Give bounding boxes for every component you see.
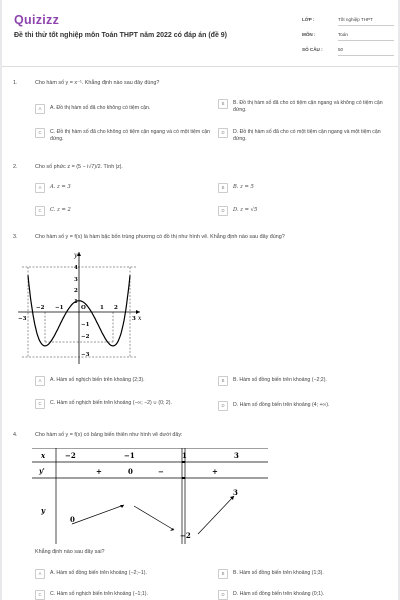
option-letter: B <box>218 183 228 193</box>
option-text: B. Hàm số đồng biến trên khoảng (1;3). <box>233 570 324 576</box>
option-letter: D <box>218 206 228 216</box>
worksheet-page <box>2 0 398 600</box>
option-letter: B <box>218 99 228 109</box>
question-text: Cho số phức z = (5 − i√7)/2. Tính |z|. <box>35 164 123 170</box>
y-value: 0 <box>70 515 75 524</box>
x-value: −2 <box>65 451 76 460</box>
y-value: 3 <box>233 488 238 497</box>
x-row-label: x <box>41 451 46 460</box>
meta-label: LỚP : <box>302 17 315 22</box>
meta-value: Toán <box>338 32 394 41</box>
question-text: Cho hàm số y = x⁻¹. Khẳng định nào sau đây đúng? <box>35 80 160 86</box>
quartic-function-graph <box>14 248 144 366</box>
y-tick: 4 <box>74 265 78 271</box>
option-text: D. Hàm số đồng biến trên khoảng (4; +∞). <box>233 402 330 408</box>
x-value: −1 <box>124 451 135 460</box>
question-number: 2. <box>13 164 18 170</box>
quizizz-logo: Quizizz <box>14 13 60 27</box>
x-tick: −2 <box>36 305 45 311</box>
question-number: 4. <box>13 432 18 438</box>
option-letter: B <box>218 376 228 386</box>
option-letter: A <box>35 183 45 193</box>
option-letter: A <box>35 104 45 114</box>
option-text: C. Đồ thị hàm số đã cho không có tiệm cận ngang và có một tiệm cận đứng. <box>50 129 211 142</box>
x-value: 3 <box>234 451 239 460</box>
derivative-sign: + <box>212 467 218 476</box>
y-axis-label: y <box>74 252 78 259</box>
option-letter: C <box>35 206 45 216</box>
y-row-label: y <box>41 506 46 515</box>
option-text: A. Hàm số nghịch biến trên khoảng (2;3). <box>50 377 145 383</box>
meta-value: Tốt nghiệp THPT <box>338 17 394 26</box>
option-text: B. Đồ thị hàm số đã cho có tiệm cận ngang và không có tiệm cận đứng. <box>233 100 383 113</box>
option-text: C. Hàm số nghịch biến trên khoảng (−∞; −2) ∪ (0; 2). <box>50 400 172 406</box>
derivative-sign: − <box>158 467 164 476</box>
option-text: A. Đồ thị hàm số đã cho không có tiệm cận. <box>50 105 151 111</box>
y-tick: −1 <box>81 322 90 328</box>
option-letter: A <box>35 569 45 579</box>
option-letter: B <box>218 569 228 579</box>
x-axis-label: x <box>138 315 142 322</box>
option-text: C. Hàm số nghịch biến trên khoảng (−1;1). <box>50 591 148 597</box>
derivative-row-label: y' <box>39 467 45 475</box>
x-tick: −1 <box>55 305 64 311</box>
x-tick: 3 <box>132 316 136 322</box>
meta-label: MÔN : <box>302 32 316 37</box>
option-text: A. Hàm số đồng biến trên khoảng (−2;−1). <box>50 570 147 576</box>
option-letter: D <box>218 401 228 411</box>
y-value: −2 <box>180 531 191 540</box>
option-letter: A <box>35 376 45 386</box>
y-tick: −3 <box>81 352 90 358</box>
option-text: D. Đồ thị hàm số đã cho có một tiệm cận ngang và một tiệm cận đứng. <box>233 129 381 142</box>
x-tick: 1 <box>100 305 104 311</box>
derivative-sign: 0 <box>128 467 133 476</box>
option-letter: C <box>35 399 45 409</box>
worksheet-title: Đề thi thử tốt nghiệp môn Toán THPT năm 2022 có đáp án (đề 9) <box>14 32 228 39</box>
derivative-sign: + <box>96 467 102 476</box>
question-text: Cho hàm số y = f(x) là hàm bậc bốn trùng phương có đồ thị như hình vẽ. Khẳng định nào sau đây đúng? <box>35 234 285 240</box>
option-letter: C <box>35 590 45 600</box>
question-prompt: Khẳng định nào sau đây sai? <box>35 549 105 555</box>
question-number: 3. <box>13 234 18 240</box>
variation-table <box>32 448 268 544</box>
meta-value: 50 <box>338 47 394 56</box>
option-letter: D <box>218 128 228 138</box>
meta-label: SỐ CÂU : <box>302 47 323 52</box>
origin-label: O <box>81 305 86 311</box>
y-tick: 3 <box>74 277 78 283</box>
y-tick: −2 <box>81 334 90 340</box>
option-text: C. z = 2 <box>50 207 71 213</box>
option-letter: C <box>35 128 45 138</box>
y-tick: 1 <box>74 299 78 305</box>
option-text: B. z = 5 <box>233 184 254 190</box>
option-letter: D <box>218 590 228 600</box>
x-tick: 2 <box>114 305 118 311</box>
question-number: 1. <box>13 80 18 86</box>
option-text: B. Hàm số đồng biến trên khoảng (−2;2). <box>233 377 327 383</box>
option-text: D. z = √5 <box>233 207 258 213</box>
y-tick: 2 <box>74 288 78 294</box>
x-tick: −3 <box>18 316 27 322</box>
x-value: 1 <box>182 451 187 460</box>
option-text: A. z = 3 <box>50 184 71 190</box>
question-text: Cho hàm số y = f(x) có bảng biến thiên như hình vẽ dưới đây: <box>35 432 183 438</box>
worksheet-header <box>2 0 398 67</box>
option-text: D. Hàm số đồng biến trên khoảng (0;1). <box>233 591 325 597</box>
